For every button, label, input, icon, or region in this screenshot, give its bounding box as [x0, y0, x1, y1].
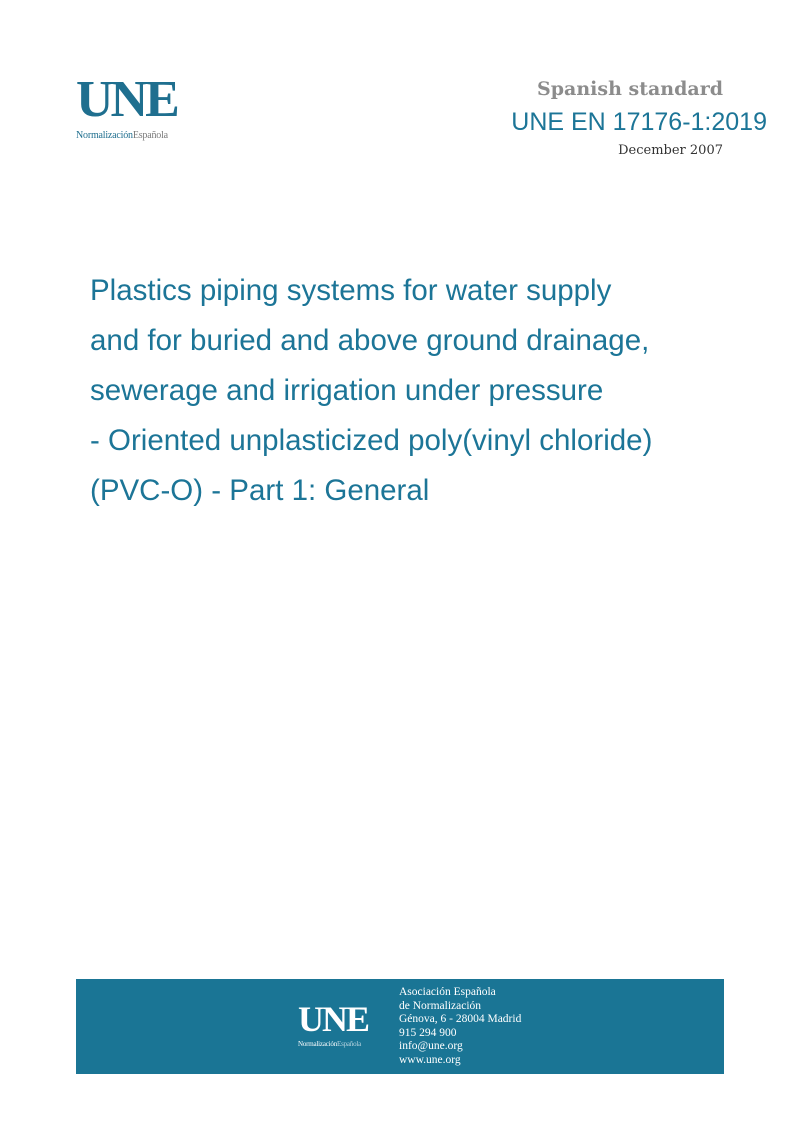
org-website[interactable]: www.une.org	[399, 1053, 461, 1066]
title-line: - Oriented unplasticized poly(vinyl chloride)	[90, 424, 653, 457]
org-phone: 915 294 900	[399, 1026, 457, 1039]
org-email[interactable]: info@une.org	[399, 1040, 463, 1052]
une-logo-sub-secondary: Española	[132, 130, 168, 141]
footer-band	[76, 979, 724, 1074]
standard-code: UNE EN 17176-1:2019	[511, 108, 767, 136]
une-logo-sub-primary: Normalización	[76, 130, 133, 141]
une-logo	[76, 71, 216, 144]
document-title	[90, 266, 750, 516]
footer-une-logo	[298, 1001, 388, 1051]
org-address: Génova, 6 - 28004 Madrid	[399, 1013, 522, 1025]
footer-contact-block	[399, 986, 521, 1067]
footer-logo-sub-secondary: Española	[337, 1040, 362, 1048]
title-line: Plastics piping systems for water supply	[90, 274, 612, 307]
title-line: (PVC-O) - Part 1: General	[90, 474, 430, 507]
footer-logo-sub-primary: Normalización	[298, 1040, 337, 1048]
footer-logo-subtitle	[298, 1040, 388, 1048]
standard-type-label: Spanish standard	[537, 78, 723, 100]
une-logo-subtitle	[76, 130, 216, 141]
title-line: and for buried and above ground drainage,	[90, 324, 650, 357]
publication-date: December 2007	[618, 143, 723, 158]
une-logo-mark: UNE	[76, 71, 177, 128]
org-name-line1: Asociación Española	[399, 986, 496, 998]
footer-logo-mark: UNE	[298, 999, 369, 1039]
org-name-line2: de Normalización	[399, 999, 482, 1012]
title-line: sewerage and irrigation under pressure	[90, 374, 604, 407]
